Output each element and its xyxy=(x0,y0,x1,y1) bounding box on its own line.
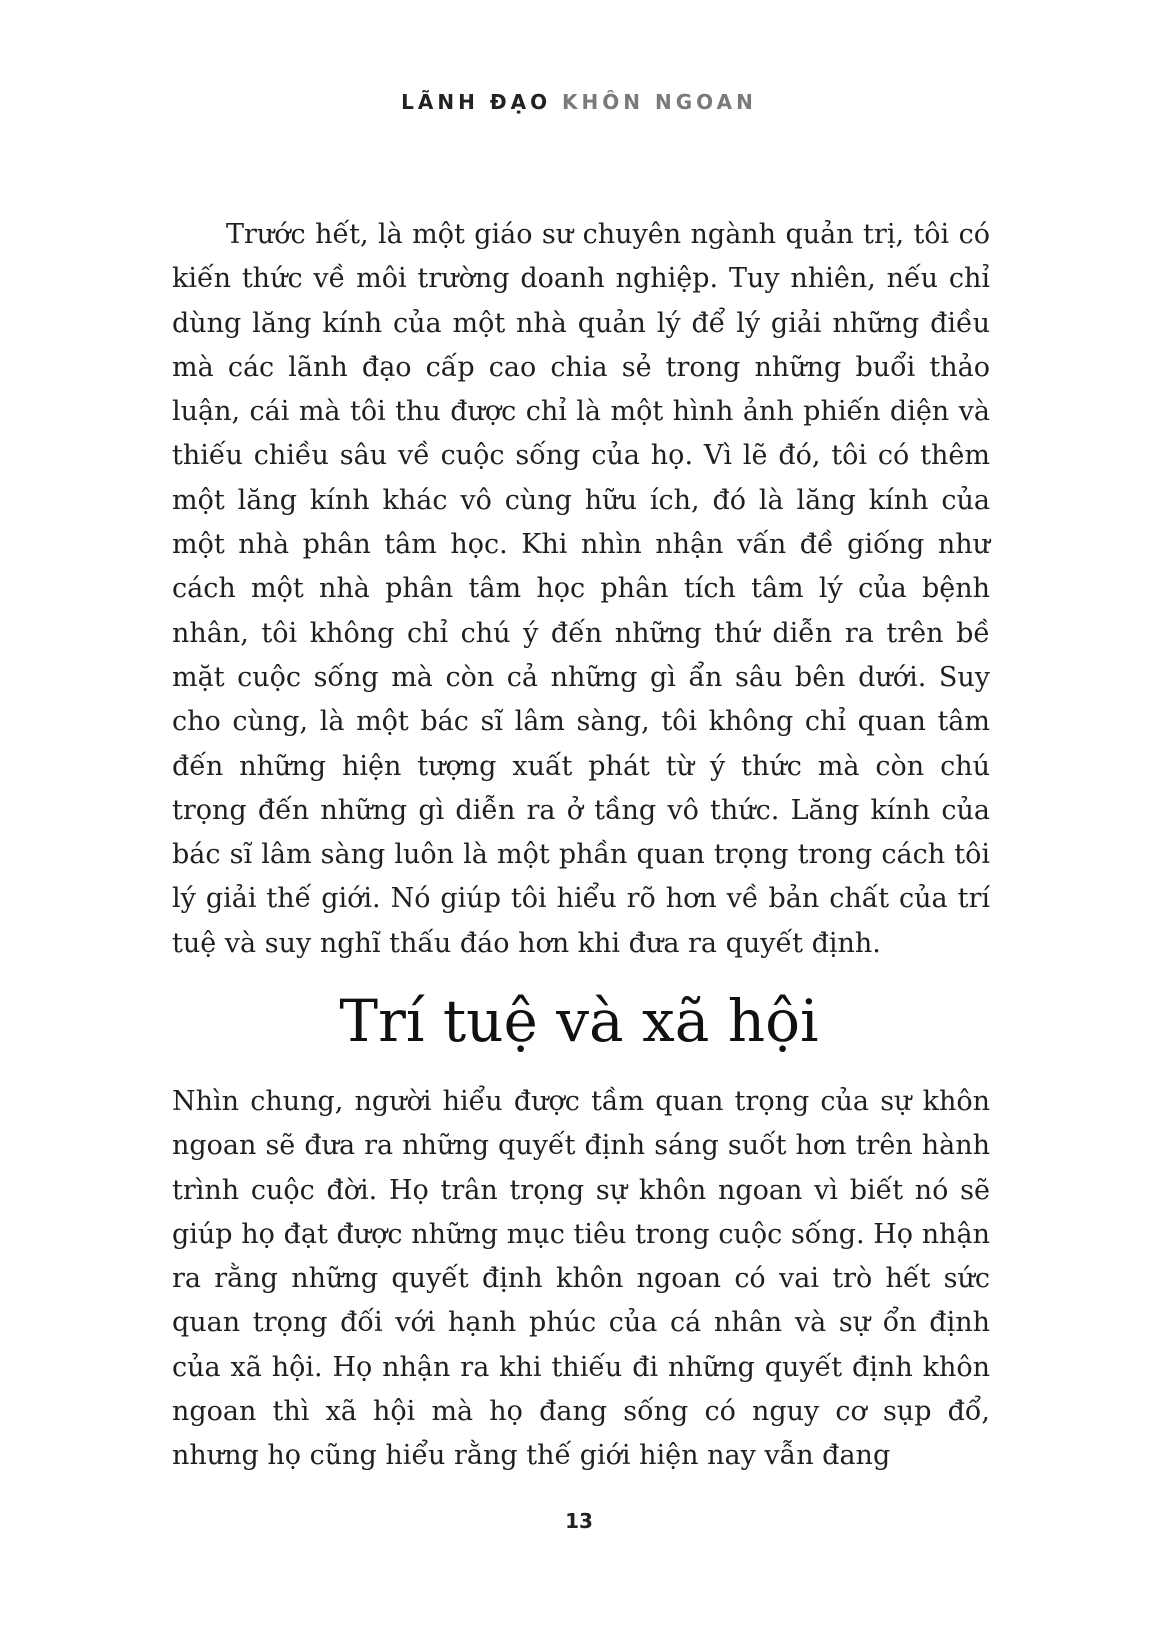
running-header-part2: KHÔN NGOAN xyxy=(562,90,757,114)
section-heading: Trí tuệ và xã hội xyxy=(339,987,819,1055)
body-paragraph-1: Trước hết, là một giáo sư chuyên ngành quản trị, tôi có kiến thức về môi trường doanh nghiệp. Tuy nhiên, nếu chỉ dùng lăng kính của một nhà quản lý để lý giải những điều mà các lãnh đạo cấp cao chia sẻ trong những buổi thảo luận, cái mà tôi thu được chỉ là một hình ảnh phiến diện và thiếu chiều sâu về cuộc sống của họ. Vì lẽ đó, tôi có thêm một lăng kính khác vô cùng hữu ích, đó là lăng kính của một nhà phân tâm học. Khi nhìn nhận vấn đề giống như cách một nhà phân tâm học phân tích tâm lý của bệnh nhân, tôi không chỉ chú ý đến những thứ diễn ra trên bề mặt cuộc sống mà còn cả những gì ẩn sâu bên dưới. Suy cho cùng, là một bác sĩ lâm sàng, tôi không chỉ quan tâm đến những hiện tượng xuất phát từ ý thức mà còn chú trọng đến những gì diễn ra ở tầng vô thức. Lăng kính của bác sĩ lâm sàng luôn là một phần quan trọng trong cách tôi lý giải thế giới. Nó giúp tôi hiểu rõ hơn về bản chất của trí tuệ và suy nghĩ thấu đáo hơn khi đưa ra quyết định. xyxy=(172,219,990,959)
page-number: 13 xyxy=(565,1509,593,1533)
body-paragraph-2: Nhìn chung, người hiểu được tầm quan trọng của sự khôn ngoan sẽ đưa ra những quyết định sáng suốt hơn trên hành trình cuộc đời. Họ trân trọng sự khôn ngoan vì biết nó sẽ giúp họ đạt được những mục tiêu trong cuộc sống. Họ nhận ra rằng những quyết định khôn ngoan có vai trò hết sức quan trọng đối với hạnh phúc của cá nhân và sự ổn định của xã hội. Họ nhận ra khi thiếu đi những quyết định khôn ngoan thì xã hội mà họ đang sống có nguy cơ sụp đổ, nhưng họ cũng hiểu rằng thế giới hiện nay vẫn đang xyxy=(172,1086,990,1472)
running-header xyxy=(0,90,1158,114)
running-header-part1: LÃNH ĐẠO xyxy=(401,90,552,114)
